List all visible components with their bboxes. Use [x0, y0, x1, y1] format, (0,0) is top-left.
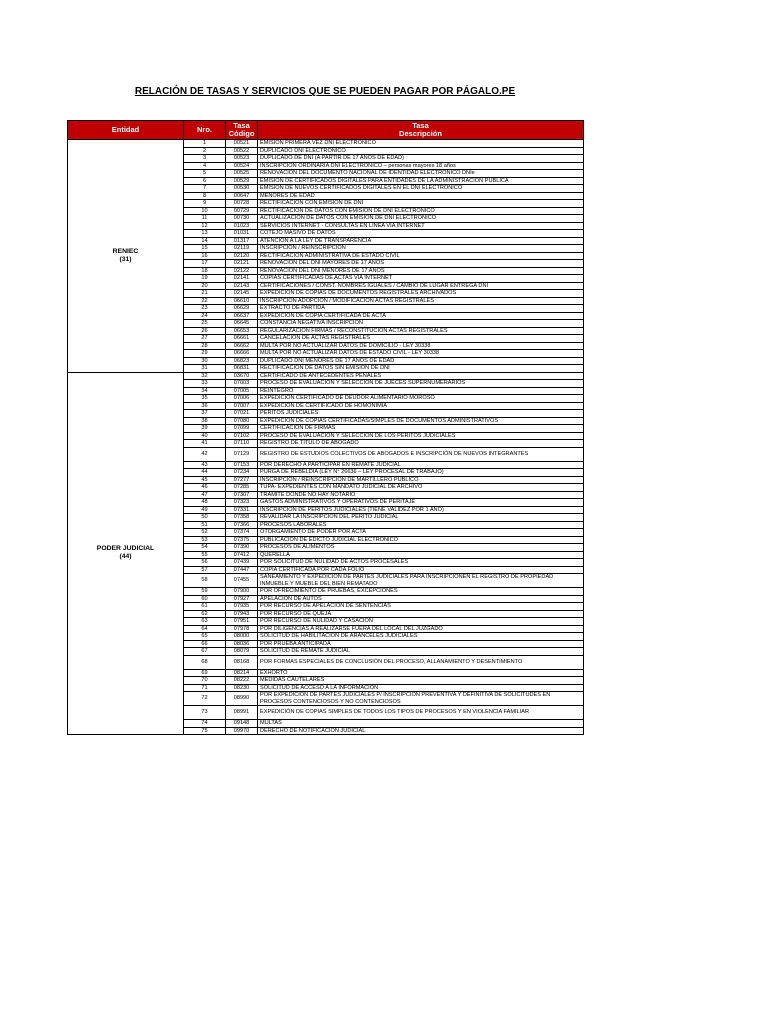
tasa-code-cell: 00521 [226, 140, 258, 148]
tasa-code-cell: 02141 [226, 275, 258, 283]
row-number-cell: 22 [184, 297, 226, 305]
row-number-cell: 63 [184, 618, 226, 626]
tasa-description-cell: REVALIDAR LA INSCRIPCIÓN DEL PERITO JUDICIAL [258, 514, 584, 522]
row-number-cell: 60 [184, 595, 226, 603]
tasa-code-cell: 07447 [226, 566, 258, 574]
tasa-code-cell: 07285 [226, 484, 258, 492]
row-number-cell: 42 [184, 447, 226, 461]
tasa-code-cell: 07007 [226, 402, 258, 410]
tasa-code-cell: 02119 [226, 245, 258, 253]
tasa-description-cell: INSCRIPCION / REINSCRIPCION DE MARTILLERO PUBLICO [258, 476, 584, 484]
row-number-cell: 23 [184, 305, 226, 313]
tasa-code-cell: 09148 [226, 720, 258, 728]
tasa-code-cell: 06831 [226, 365, 258, 373]
tasa-code-cell: 08079 [226, 648, 258, 656]
header-entidad: Entidad [68, 121, 184, 140]
entity-count: (31) [119, 255, 132, 263]
row-number-cell: 70 [184, 677, 226, 685]
tasa-code-cell: 00524 [226, 162, 258, 170]
row-number-cell: 57 [184, 566, 226, 574]
tasa-code-cell: 07374 [226, 529, 258, 537]
row-number-cell: 25 [184, 320, 226, 328]
tasa-code-cell: 07110 [226, 440, 258, 448]
row-number-cell: 5 [184, 170, 226, 178]
tasa-description-cell: GASTOS ADMINISTRATIVOS Y OPERATIVOS DE PERITAJE [258, 499, 584, 507]
row-number-cell: 52 [184, 529, 226, 537]
header-tasa-codigo-line2: Código [228, 129, 255, 138]
tasa-description-cell: COPIA CERTIFICADA POR CADA FOLIO [258, 566, 584, 574]
tasa-description-cell: POR RECURSO DE QUEJA [258, 610, 584, 618]
tasa-code-cell: 00523 [226, 155, 258, 163]
tasa-description-cell: EXPEDICION DE COPIAS DE DOCUMENTOS REGISTRALES ARCHIVADOS [258, 290, 584, 298]
tasa-code-cell: 07366 [226, 521, 258, 529]
tasa-code-cell: 07943 [226, 610, 258, 618]
tasa-description-cell: RENOVACION DEL DNI MENORES DE 17 AÑOS [258, 267, 584, 275]
tasa-description-cell: INSCRIPCION ORDINARIA DNI ELECTRONICO – personas mayores 18 años [258, 162, 584, 170]
row-number-cell: 38 [184, 417, 226, 425]
header-nro: Nro. [184, 121, 226, 140]
tasa-description-cell: PERITOS JUDICIALES [258, 410, 584, 418]
tasas-table [67, 120, 584, 735]
tasa-code-cell: 08991 [226, 706, 258, 720]
row-number-cell: 26 [184, 327, 226, 335]
row-number-cell: 1 [184, 140, 226, 148]
row-number-cell: 19 [184, 275, 226, 283]
tasa-code-cell: 00728 [226, 200, 258, 208]
row-number-cell: 56 [184, 559, 226, 567]
tasa-description-cell: MULTAS [258, 720, 584, 728]
tasa-description-cell: SERVICIOS INTERNET - CONSULTAS EN LINEA VIA INTERNET [258, 222, 584, 230]
row-number-cell: 73 [184, 706, 226, 720]
tasa-code-cell: 07358 [226, 514, 258, 522]
tasa-description-cell: COPIAS CERTIFICADAS DE ACTAS VIA INTERNET [258, 275, 584, 283]
header-tasa-codigo [226, 121, 258, 140]
tasa-code-cell: 07153 [226, 461, 258, 469]
row-number-cell: 27 [184, 335, 226, 343]
tasa-description-cell: OTORGAMIENTO DE PODER POR ACTA [258, 529, 584, 537]
row-number-cell: 49 [184, 506, 226, 514]
tasa-code-cell: 09970 [226, 727, 258, 735]
tasa-description-cell: POR PRUEBA ANTICIPADA [258, 640, 584, 648]
tasa-code-cell: 07102 [226, 432, 258, 440]
row-number-cell: 47 [184, 491, 226, 499]
tasa-description-cell: INSCRIPCIÓN DE PERITOS JUDICIALES (TIENE VALIDEZ POR 1 AÑO) [258, 506, 584, 514]
row-number-cell: 16 [184, 252, 226, 260]
row-number-cell: 2 [184, 147, 226, 155]
tasa-code-cell: 07951 [226, 618, 258, 626]
row-number-cell: 36 [184, 402, 226, 410]
tasa-code-cell: 01023 [226, 222, 258, 230]
row-number-cell: 7 [184, 185, 226, 193]
tasa-code-cell: 02122 [226, 267, 258, 275]
tasa-code-cell: 06666 [226, 350, 258, 358]
row-number-cell: 44 [184, 469, 226, 477]
tasa-description-cell: RECTIFICACIÓN DE DATOS CON EMISION DE DNI ELECTRONICO [258, 207, 584, 215]
tasa-description-cell: PROCESOS DE ALIMENTOS [258, 544, 584, 552]
tasa-description-cell: DUPLICADO DNI MENORES DE 17 AÑOS DE EDAD [258, 357, 584, 365]
tasa-description-cell: RECTIFICACION ADMINISTRATIVA DE ESTADO CIVIL [258, 252, 584, 260]
tasa-description-cell: EXPEDICIÓN DE COPIAS CERTIFICADAS/SIMPLES DE DOCUMENTOS ADMINISTRATIVOS [258, 417, 584, 425]
row-number-cell: 33 [184, 380, 226, 388]
row-number-cell: 32 [184, 372, 226, 380]
tasa-description-cell: RECTIFICACION CON EMISION DE DNI [258, 200, 584, 208]
row-number-cell: 8 [184, 192, 226, 200]
tasa-code-cell: 07390 [226, 544, 258, 552]
tasa-code-cell: 07412 [226, 551, 258, 559]
tasa-description-cell: DUPLICADO DE DNI (A PARTIR DE 17 AÑOS DE EDAD) [258, 155, 584, 163]
row-number-cell: 29 [184, 350, 226, 358]
tasa-description-cell: CERTIFICADO DE ANTECEDENTES PENALES [258, 372, 584, 380]
tasa-code-cell: 06653 [226, 327, 258, 335]
tasa-code-cell: 02143 [226, 282, 258, 290]
row-number-cell: 17 [184, 260, 226, 268]
tasa-description-cell: POR FORMAS ESPECIALES DE CONCLUSIÓN DEL PROCESO, ALLANAMIENTO Y DESENTIMIENTO [258, 655, 584, 669]
tasa-description-cell: SOLICITUD DE ACCESO A LA INFORMACIÓN [258, 684, 584, 692]
row-number-cell: 54 [184, 544, 226, 552]
row-number-cell: 46 [184, 484, 226, 492]
tasa-description-cell: REGISTRO DE TITULO DE ABOGADO [258, 440, 584, 448]
tasa-description-cell: POR RECURSO DE NULIDAD Y CASACIÓN [258, 618, 584, 626]
tasa-code-cell: 06823 [226, 357, 258, 365]
tasa-code-cell: 08000 [226, 633, 258, 641]
row-number-cell: 67 [184, 648, 226, 656]
tasa-description-cell: ACTUALIZACION DE DATOS CON EMISION DE DNI ELECTRONICO [258, 215, 584, 223]
tasa-description-cell: APELACION DE AUTOS [258, 595, 584, 603]
tasa-code-cell: 07439 [226, 559, 258, 567]
header-tasa-descripcion-line2: Descripción [399, 129, 442, 138]
tasa-description-cell: SANEAMIENTO Y EXPEDICIÓN DE PARTES JUDICIALES PARA INSCRIPCIONEN EL REGISTRO DE PROPIEDAD INMUEBLE Y MUEBLE DEL BIEN REMATADO [258, 574, 584, 588]
table-header-row [68, 121, 584, 140]
tasa-description-cell: POR EXPEDICION DE PARTES JUDICIALES P/ INSCRIPCION PREVENTIVA Y DEFINITIVA DE SOLICITUDES EN PROCESOS CONTENCIOSOS Y NO CONTENCIOSOS [258, 692, 584, 706]
tasa-description-cell: RENOVACION DEL DNI MAYORES DE 17 AÑOS [258, 260, 584, 268]
tasa-description-cell: TUPA- EXPEDIENTES CON MANDATO JUDICIAL DE ARCHIVO [258, 484, 584, 492]
tasa-description-cell: CERTIFICACION DE FIRMAS [258, 425, 584, 433]
tasa-description-cell: INSCRIPCION ADOPCION / MODIFICACION ACTAS REGISTRALES [258, 297, 584, 305]
header-tasa-codigo-line1: Tasa [233, 121, 250, 130]
tasa-description-cell: POR RECURSO DE APELACION DE SENTENCIAS [258, 603, 584, 611]
tasa-code-cell: 00530 [226, 185, 258, 193]
row-number-cell: 48 [184, 499, 226, 507]
entity-name: PODER JUDICIAL [96, 545, 155, 553]
tasa-code-cell: 00522 [226, 147, 258, 155]
tasa-description-cell: CERTIFICACIONES / CONST. NOMBRES IGUALES / CAMBIO DE LUGAR ENTREGA DNI [258, 282, 584, 290]
tasa-description-cell: EMISION PRIMERA VEZ DNI ELECTRONICO [258, 140, 584, 148]
tasa-code-cell: 07455 [226, 574, 258, 588]
tasa-code-cell: 07006 [226, 395, 258, 403]
table-body [68, 140, 584, 735]
row-number-cell: 61 [184, 603, 226, 611]
tasa-code-cell: 00525 [226, 170, 258, 178]
row-number-cell: 10 [184, 207, 226, 215]
row-number-cell: 13 [184, 230, 226, 238]
tasa-code-cell: 00647 [226, 192, 258, 200]
tasa-code-cell: 08168 [226, 655, 258, 669]
tasa-code-cell: 07307 [226, 491, 258, 499]
tasa-description-cell: REGULARIZACION FIRMAS / RECONSTITUCION ACTAS REGISTRALES [258, 327, 584, 335]
tasa-description-cell: CANCELACION DE ACTAS REGISTRALES [258, 335, 584, 343]
header-tasa-descripcion-line1: Tasa [412, 121, 429, 130]
tasa-code-cell: 06629 [226, 305, 258, 313]
tasa-description-cell: QUERELLA [258, 551, 584, 559]
tasa-description-cell: EXPEDICIÓN CERTIFICADO DE DEUDOR ALIMENTARIO MOROSO [258, 395, 584, 403]
entity-cell [68, 372, 184, 735]
tasa-code-cell: 08036 [226, 640, 258, 648]
row-number-cell: 66 [184, 640, 226, 648]
entity-count: (44) [119, 553, 132, 561]
tasa-description-cell: SOLICITUD DE HABILITACION DE ARANCELES JUDICIALES [258, 633, 584, 641]
tasa-code-cell: 07900 [226, 588, 258, 596]
tasa-description-cell: POR DERECHO A PARTICIPAR EN REMATE JUDICIAL [258, 461, 584, 469]
tasa-code-cell: 06645 [226, 320, 258, 328]
tasa-code-cell: 07323 [226, 499, 258, 507]
row-number-cell: 6 [184, 177, 226, 185]
row-number-cell: 71 [184, 684, 226, 692]
row-number-cell: 18 [184, 267, 226, 275]
tasa-description-cell: DUPLICADO DNI ELECTRONICO [258, 147, 584, 155]
tasa-description-cell: POR SOLICITUD DE NULIDAD DE ACTOS PROCESALES [258, 559, 584, 567]
tasa-description-cell: EXTRACTO DE PARTIDA [258, 305, 584, 313]
entity-name: RENIEC [112, 247, 139, 255]
tasa-description-cell: MULTA POR NO ACTUALIZAR DATOS DE DOMICILIO - LEY 30338 [258, 342, 584, 350]
row-number-cell: 30 [184, 357, 226, 365]
tasa-description-cell: COTEJO MASIVO DE DATOS [258, 230, 584, 238]
tasa-code-cell: 07129 [226, 447, 258, 461]
row-number-cell: 14 [184, 237, 226, 245]
header-tasa-descripcion [258, 121, 584, 140]
row-number-cell: 74 [184, 720, 226, 728]
tasa-code-cell: 07331 [226, 506, 258, 514]
tasa-code-cell: 08222 [226, 677, 258, 685]
tasa-description-cell: POR OFRECIMIENTO DE PRUEBAS, EXCEPCIONES [258, 588, 584, 596]
row-number-cell: 64 [184, 625, 226, 633]
row-number-cell: 41 [184, 440, 226, 448]
row-number-cell: 62 [184, 610, 226, 618]
row-number-cell: 24 [184, 312, 226, 320]
tasa-code-cell: 00729 [226, 207, 258, 215]
tasa-code-cell: 07935 [226, 603, 258, 611]
tasa-description-cell: EXPEDICION DE CERTIFICADO DE HOMONIMIA [258, 402, 584, 410]
row-number-cell: 37 [184, 410, 226, 418]
tasa-description-cell: PURGA DE REBELDÍA (LEY N° 26636 – LEY PROCESAL DE TRABAJO) [258, 469, 584, 477]
tasa-description-cell: POR DILIGENCIAS A REALIZARSE FUERA DEL LOCAL DEL JUZGADO [258, 625, 584, 633]
row-number-cell: 28 [184, 342, 226, 350]
row-number-cell: 9 [184, 200, 226, 208]
tasa-description-cell: RENOVACION DEL DOCUMENTO NACIONAL DE IDENTIDAD ELECTRONICO DNIe [258, 170, 584, 178]
tasa-code-cell: 07005 [226, 387, 258, 395]
tasa-code-cell: 06662 [226, 342, 258, 350]
tasa-code-cell: 07234 [226, 469, 258, 477]
row-number-cell: 45 [184, 476, 226, 484]
tasa-code-cell: 07003 [226, 380, 258, 388]
tasa-code-cell: 06610 [226, 297, 258, 305]
row-number-cell: 55 [184, 551, 226, 559]
page-title: RELACIÓN DE TASAS Y SERVICIOS QUE SE PUEDEN PAGAR POR PÁGALO.PE [134, 86, 516, 97]
row-number-cell: 12 [184, 222, 226, 230]
row-number-cell: 3 [184, 155, 226, 163]
tasa-code-cell: 07375 [226, 536, 258, 544]
row-number-cell: 75 [184, 727, 226, 735]
tasa-code-cell: 07927 [226, 595, 258, 603]
tasa-code-cell: 03670 [226, 372, 258, 380]
tasa-code-cell: 07099 [226, 425, 258, 433]
tasa-code-cell: 06661 [226, 335, 258, 343]
row-number-cell: 58 [184, 574, 226, 588]
tasa-code-cell: 07978 [226, 625, 258, 633]
row-number-cell: 39 [184, 425, 226, 433]
tasa-code-cell: 06637 [226, 312, 258, 320]
tasa-description-cell: CONSTANCIA NEGATIVA INSCRIPCION [258, 320, 584, 328]
row-number-cell: 59 [184, 588, 226, 596]
tasa-code-cell: 02121 [226, 260, 258, 268]
tasa-description-cell: RECTIFICACION DE DATOS SIN EMISION DE DNI [258, 365, 584, 373]
tasa-description-cell: PUBLICACION DE EDICTO JUDICIAL ELECTRONICO [258, 536, 584, 544]
tasa-description-cell: EXPEDICIÓN DE COPIAS SIMPLES DE TODOS LOS TIPOS DE PROCESOS Y EN VIOLENCIA FAMILIAR [258, 706, 584, 720]
tasa-code-cell: 07277 [226, 476, 258, 484]
row-number-cell: 15 [184, 245, 226, 253]
tasa-description-cell: REGISTRO DE ESTUDIOS COLECTIVOS DE ABOGADOS E INSCRIPCIÓN DE NUEVOS INTEGRANTES [258, 447, 584, 461]
row-number-cell: 51 [184, 521, 226, 529]
row-number-cell: 20 [184, 282, 226, 290]
tasa-description-cell: MULTA POR NO ACTUALIZAR DATOS DE ESTADO CIVIL - LEY 30338 [258, 350, 584, 358]
row-number-cell: 11 [184, 215, 226, 223]
row-number-cell: 50 [184, 514, 226, 522]
row-number-cell: 43 [184, 461, 226, 469]
row-number-cell: 68 [184, 655, 226, 669]
row-number-cell: 53 [184, 536, 226, 544]
row-number-cell: 72 [184, 692, 226, 706]
tasa-description-cell: EXHORTO [258, 669, 584, 677]
tasa-description-cell: ATENCION A LA LEY DE TRANSPARENCIA [258, 237, 584, 245]
tasa-description-cell: TRAMITE DONDE NO HAY NOTARIO [258, 491, 584, 499]
table-row [68, 372, 584, 380]
tasa-code-cell: 02145 [226, 290, 258, 298]
tasa-code-cell: 08230 [226, 684, 258, 692]
tasa-description-cell: EMISION DE CERTIFICADOS DIGITALES PARA ENTIDADES DE LA ADMINISTRACION PUBLICA [258, 177, 584, 185]
tasa-description-cell: EXPEDICION DE COPIA CERTIFICADA DE ACTA [258, 312, 584, 320]
row-number-cell: 34 [184, 387, 226, 395]
tasa-code-cell: 00730 [226, 215, 258, 223]
row-number-cell: 65 [184, 633, 226, 641]
tasa-description-cell: PROCESO DE EVALUACIÓN Y SELECCIÓN DE JUECES SUPERNUMERARIOS [258, 380, 584, 388]
tasa-description-cell: SOLICITUD DE REMATE JUDICIAL [258, 648, 584, 656]
tasa-description-cell: PROCESOS LABORALES [258, 521, 584, 529]
tasa-description-cell: DERECHO DE NOTIFICACION JUDICIAL [258, 727, 584, 735]
tasa-code-cell: 00529 [226, 177, 258, 185]
tasa-code-cell: 02120 [226, 252, 258, 260]
tasa-code-cell: 01317 [226, 237, 258, 245]
tasa-description-cell: EMISION DE NUEVOS CERTIFICADOS DIGITALES EN EL DNI ELECTRONICO [258, 185, 584, 193]
row-number-cell: 35 [184, 395, 226, 403]
tasa-description-cell: MEDIDAS CAUTELARES [258, 677, 584, 685]
tasa-code-cell: 08990 [226, 692, 258, 706]
table-row [68, 140, 584, 148]
tasa-code-cell: 08214 [226, 669, 258, 677]
row-number-cell: 69 [184, 669, 226, 677]
tasa-code-cell: 01031 [226, 230, 258, 238]
entity-cell [68, 140, 184, 373]
row-number-cell: 40 [184, 432, 226, 440]
tasa-description-cell: INSCRIPCION / REINSCRIPCION [258, 245, 584, 253]
tasa-description-cell: PROCESO DE EVALUACIÓN Y SELECCIÓN DE LOS PERITOS JUDICIALES [258, 432, 584, 440]
tasa-description-cell: REINTEGRO [258, 387, 584, 395]
row-number-cell: 31 [184, 365, 226, 373]
tasa-description-cell: MENORES DE EDAD [258, 192, 584, 200]
tasa-code-cell: 07080 [226, 417, 258, 425]
tasa-code-cell: 07021 [226, 410, 258, 418]
row-number-cell: 21 [184, 290, 226, 298]
row-number-cell: 4 [184, 162, 226, 170]
